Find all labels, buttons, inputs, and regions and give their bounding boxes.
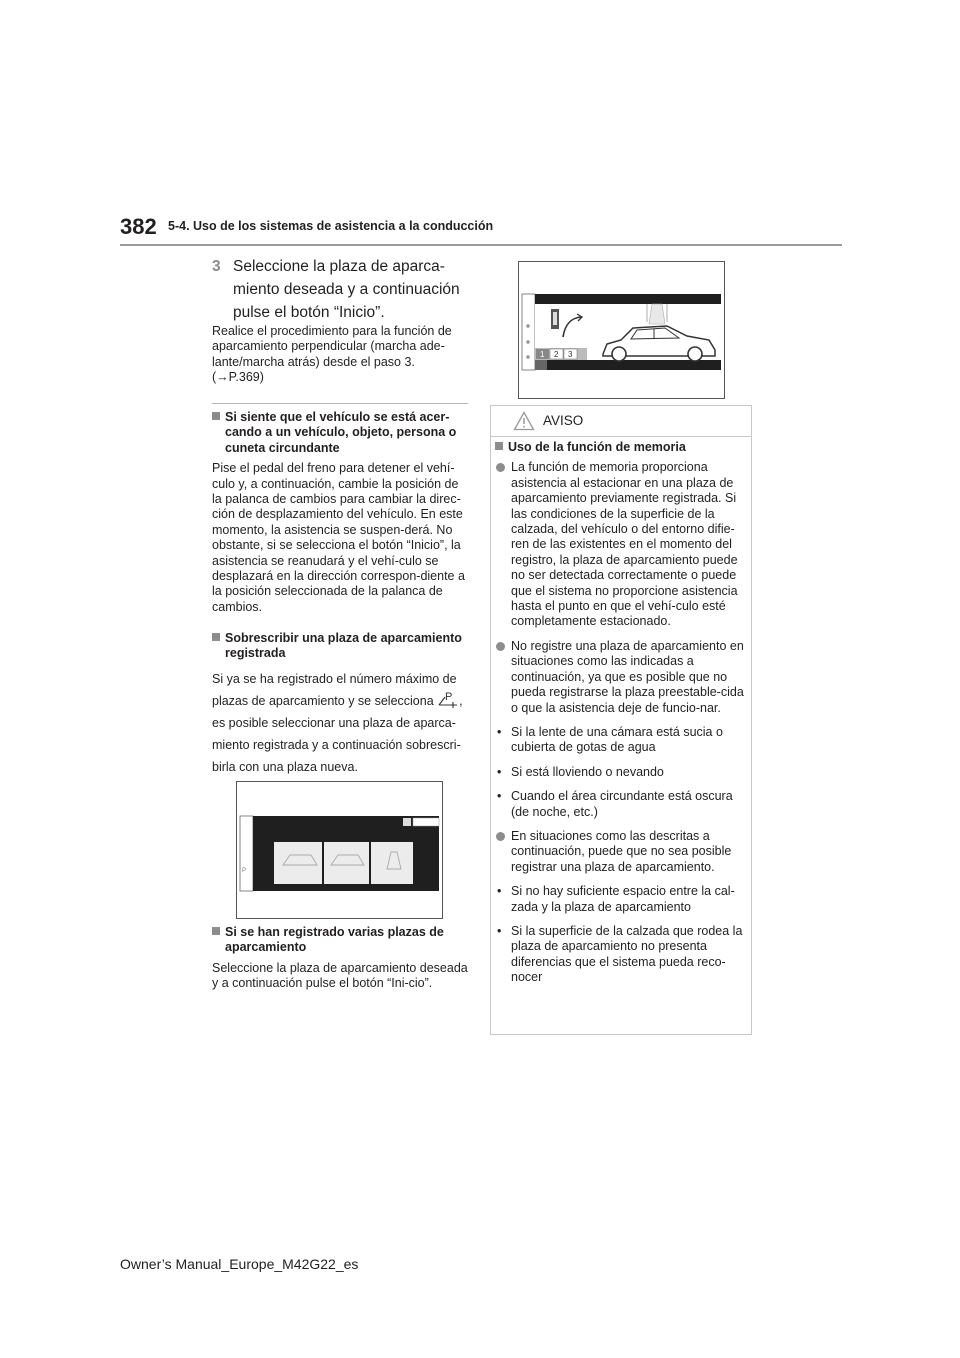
warning-header xyxy=(491,406,751,437)
square-bullet-icon xyxy=(212,633,220,641)
dot-bullet: • xyxy=(497,724,502,739)
section-title: 5-4. Uso de los sistemas de asistencia a la conducción xyxy=(168,219,494,233)
warning-box xyxy=(490,405,752,1035)
slot-label-3: 3 xyxy=(568,350,573,359)
header-divider xyxy=(120,244,842,246)
warning-sub-3-1-text: Si no hay suficiente espacio entre la cal-zada y la plaza de aparcamiento xyxy=(511,884,735,914)
warning-bullet-3 xyxy=(495,829,745,875)
section-approach-title: Si siente que el vehículo se está acer-cando a un vehículo, objeto, persona o cuneta circundante xyxy=(225,410,457,455)
step-number: 3 xyxy=(212,258,221,275)
warning-title: AVISO xyxy=(543,413,584,428)
section-overwrite-title: Sobrescribir una plaza de aparcamiento registrada xyxy=(225,631,462,661)
figure-parking-screen xyxy=(518,261,725,399)
warning-subheading xyxy=(495,440,745,455)
dot-bullet: • xyxy=(497,789,502,804)
section-multiple-body: Seleccione la plaza de aparcamiento deseada y a continuación pulse el botón “Ini-cio”. xyxy=(212,960,468,991)
square-bullet-icon xyxy=(212,412,220,420)
warning-sub-item xyxy=(495,884,745,915)
section-multiple xyxy=(212,925,468,992)
warning-bullet-1-text: La función de memoria proporciona asistencia al estacionar en una plaza de aparcamiento previamente registrada. Si las condiciones de la superficie de la calzada, del vehículo o del entorno difie-ren de las existentes en el momento del registro, la plaza de aparcamiento puede no ser detectada correctamente o puede que el sistema no proporcione asistencia hasta el punto en que el vehí-culo esté completamente estacionado. xyxy=(511,460,738,629)
warning-sub-2-3-text: Cuando el área circundante está oscura (de noche, etc.) xyxy=(511,789,733,819)
overwrite-text-before: Si ya se ha registrado el número máximo de plazas de aparcamiento y se selecciona xyxy=(212,671,457,708)
section-overwrite-heading xyxy=(212,631,468,662)
circle-bullet-icon xyxy=(496,832,505,841)
slot-label-2: 2 xyxy=(554,350,559,359)
section-approach xyxy=(212,410,468,615)
footer-manual-id: Owner’s Manual_Europe_M42G22_es xyxy=(120,1256,359,1272)
parking-register-icon xyxy=(437,690,459,708)
parking-screen-illustration xyxy=(519,262,724,398)
dot-bullet: • xyxy=(497,923,502,938)
section-overwrite-body xyxy=(212,668,468,778)
warning-subtitle: Uso de la función de memoria xyxy=(508,440,686,454)
step-description: Realice el procedimiento para la función de aparcamiento perpendicular (marcha ade-lante/marcha atrás) desde el paso 3. (→P.369) xyxy=(212,324,452,385)
step-text: Seleccione la plaza de aparca-miento deseada y a continuación pulse el botón “Inicio”. xyxy=(233,258,460,321)
warning-content xyxy=(495,440,745,986)
warning-sub-3-2-text: Si la superficie de la calzada que rodea la plaza de aparcamiento no presenta diferencias que el sistema pueda reco-nocer xyxy=(511,923,743,985)
warning-bullet-3-text: En situaciones como las descritas a continuación, puede que no sea posible registrar una plaza de aparcamiento. xyxy=(511,828,732,874)
warning-sub-item xyxy=(495,765,745,780)
warning-triangle-icon xyxy=(513,411,535,431)
warning-sub-2-2-text: Si está lloviendo o nevando xyxy=(511,764,664,779)
warning-sub-item xyxy=(495,725,745,756)
circle-bullet-icon xyxy=(496,463,505,472)
warning-sub-item xyxy=(495,924,745,986)
section-approach-heading xyxy=(212,410,468,456)
section-overwrite xyxy=(212,631,468,778)
warning-bullet-2 xyxy=(495,639,745,716)
dot-bullet: • xyxy=(497,764,502,779)
section-multiple-heading xyxy=(212,925,468,956)
square-bullet-icon xyxy=(212,927,220,935)
warning-bullet-1 xyxy=(495,460,745,629)
section-approach-body: Pise el pedal del freno para detener el vehí-culo y, a continuación, cambie la posición de la palanca de cambios para cambiar la direc-ción de desplazamiento del vehículo. En este momento, la asistencia se suspen-derá. No obstante, si se selecciona el botón “Inicio”, la asistencia se reanudará y el vehí-culo se desplazará en la dirección correspon-diente a la posición seleccionada de la palanca de cambios. xyxy=(212,461,465,614)
svg-text:P: P xyxy=(242,868,247,874)
overwrite-text-after: , es posible seleccionar una plaza de aparca-miento registrada y a continuación sobrescri-birla con una plaza nueva. xyxy=(212,693,463,774)
figure-memory-slots xyxy=(236,781,443,919)
section-divider xyxy=(212,403,468,404)
warning-sub-2-1-text: Si la lente de una cámara está sucia o cubierta de gotas de agua xyxy=(511,724,723,755)
page-number: 382 xyxy=(120,214,157,239)
memory-slots-screen xyxy=(237,782,442,918)
square-bullet-icon xyxy=(495,442,503,450)
slot-label-1: 1 xyxy=(540,350,545,359)
dot-bullet: • xyxy=(497,884,502,899)
svg-text:P: P xyxy=(445,690,453,703)
warning-bullet-2-text: No registre una plaza de aparcamiento en situaciones como las indicadas a continuación, ya que es posible que no pueda registrarse la plaza preestable-cida o que la asistencia deje de funcio-nar. xyxy=(511,638,744,715)
section-multiple-title: Si se han registrado varias plazas de aparcamiento xyxy=(225,925,444,955)
circle-bullet-icon xyxy=(496,642,505,651)
warning-sub-item xyxy=(495,789,745,820)
